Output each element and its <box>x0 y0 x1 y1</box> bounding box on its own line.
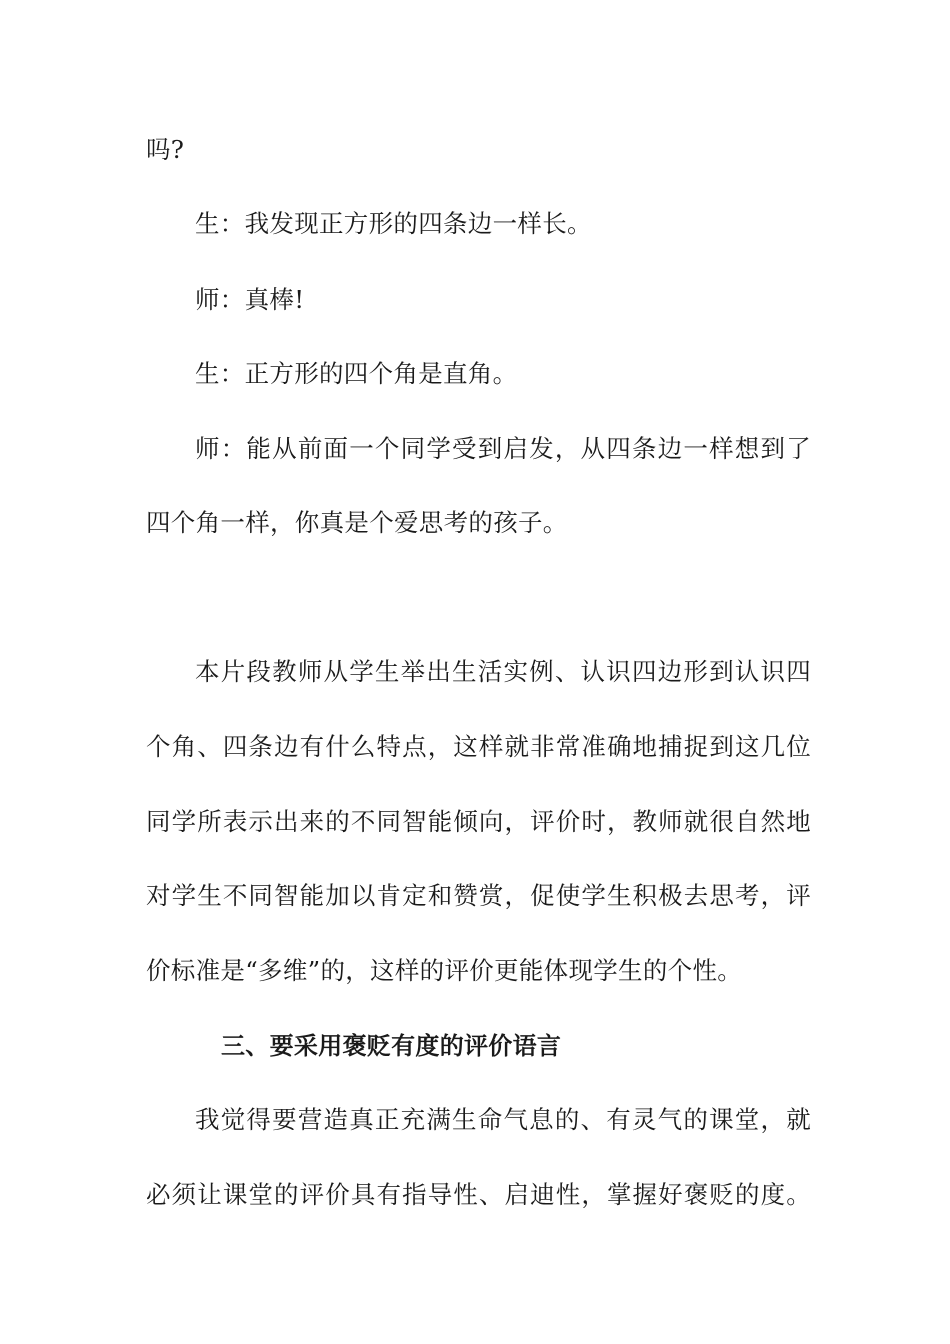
text-line: 吗? <box>146 135 185 164</box>
paragraph-line: 价标准是“多维”的，这样的评价更能体现学生的个性。 <box>146 956 743 985</box>
dialogue-line: 生：我发现正方形的四条边一样长。 <box>195 209 592 238</box>
dialogue-line: 生：正方形的四个角是直角。 <box>195 359 518 388</box>
paragraph-line: 个角、四条边有什么特点，这样就非常准确地捕捉到这几位 <box>146 732 811 761</box>
text-line: 四个角一样，你真是个爱思考的孩子。 <box>146 508 568 537</box>
dialogue-line: 师：能从前面一个同学受到启发，从四条边一样想到了 <box>195 434 811 463</box>
paragraph-line: 同学所表示出来的不同智能倾向，评价时，教师就很自然地 <box>146 807 811 836</box>
section-heading: 三、要采用褒贬有度的评价语言 <box>221 1032 562 1060</box>
paragraph-line: 本片段教师从学生举出生活实例、认识四边形到认识四 <box>195 657 811 686</box>
dialogue-line: 师：真棒! <box>195 285 305 314</box>
paragraph-line: 对学生不同智能加以肯定和赞赏，促使学生积极去思考，评 <box>146 881 811 910</box>
paragraph-line: 必须让课堂的评价具有指导性、启迪性，掌握好褒贬的度。 <box>146 1180 811 1209</box>
paragraph-line: 我觉得要营造真正充满生命气息的、有灵气的课堂，就 <box>195 1105 811 1134</box>
